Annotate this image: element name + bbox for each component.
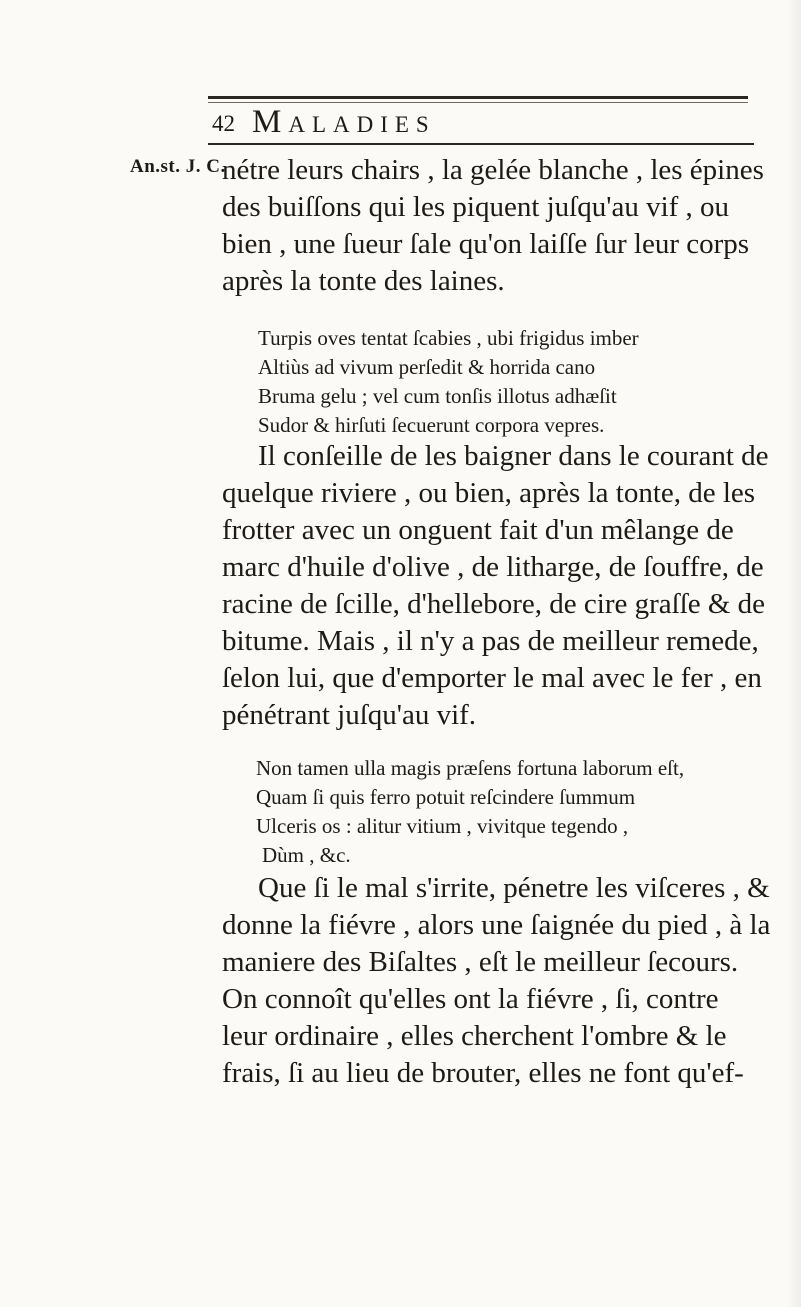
paragraph-1-line: nétre leurs chairs , la gelée blanche , les épines bbox=[222, 154, 764, 186]
paragraph-3 bbox=[222, 870, 771, 1092]
latin-verse-1 bbox=[258, 324, 639, 440]
verse-line: Dùm , &c. bbox=[262, 843, 351, 867]
paragraph-2-line: quelque riviere , ou bien, après la tonte, de les bbox=[222, 477, 756, 509]
paragraph-2-line: racine de ſcille, d'hellebore, de cire graſſe & de bbox=[222, 588, 766, 620]
verse-line: Quam ſi quis ferro potuit reſcindere ſummum bbox=[256, 785, 636, 809]
page-header bbox=[212, 104, 752, 140]
paragraph-2-line: frotter avec un onguent fait d'un mêlange de bbox=[222, 514, 734, 546]
paragraph-2-line: marc d'huile d'olive , de litharge, de ſouffre, de bbox=[222, 551, 764, 583]
page-number: 42 bbox=[212, 111, 235, 136]
paragraph-3-line: donne la fiévre , alors une ſaignée du pied , à la bbox=[222, 909, 771, 941]
paragraph-2-line: pénétrant juſqu'au vif. bbox=[222, 699, 477, 731]
verse-line: Bruma gelu ; vel cum tonſis illotus adhæſit bbox=[258, 384, 617, 408]
paragraph-2-line: Il conſeille de les baigner dans le courant de bbox=[258, 440, 769, 472]
verse-line: Ulceris os : alitur vitium , vivitque tegendo , bbox=[256, 814, 629, 838]
page-edge-shadow bbox=[787, 0, 801, 1307]
paragraph-3-line: maniere des Biſaltes , eſt le meilleur ſecours. bbox=[222, 946, 739, 978]
latin-verse-2 bbox=[256, 754, 684, 870]
paragraph-2 bbox=[222, 438, 768, 734]
paragraph-1-line: après la tonte des laines. bbox=[222, 265, 505, 297]
verse-line: Non tamen ulla magis præſens fortuna laborum eſt, bbox=[256, 756, 685, 780]
paragraph-2-line: ſelon lui, que d'emporter le mal avec le fer , en bbox=[222, 662, 762, 694]
verse-line: Sudor & hirſuti ſecuerunt corpora vepres. bbox=[258, 413, 605, 437]
paragraph-1-line: bien , une ſueur ſale qu'on laiſſe ſur leur corps bbox=[222, 228, 750, 260]
header-top-rule bbox=[208, 96, 748, 99]
paragraph-1-line: des buiſſons qui les piquent juſqu'au vif , ou bbox=[222, 191, 730, 223]
header-top-rule-thin bbox=[208, 102, 748, 103]
paragraph-3-line: leur ordinaire , elles cherchent l'ombre & le bbox=[222, 1020, 727, 1052]
running-head: Maladies bbox=[252, 104, 436, 140]
paragraph-3-line: Que ſi le mal s'irrite, pénetre les viſceres , & bbox=[258, 872, 770, 904]
paragraph-3-line: On connoît qu'elles ont la fiévre , ſi, contre bbox=[222, 983, 719, 1015]
header-rule bbox=[208, 143, 754, 145]
paragraph-1 bbox=[222, 152, 768, 300]
margin-note: An.st. J. C. bbox=[130, 156, 226, 177]
paragraph-2-line: bitume. Mais , il n'y a pas de meilleur remede, bbox=[222, 625, 759, 657]
verse-line: Turpis oves tentat ſcabies , ubi frigidus imber bbox=[258, 326, 639, 350]
verse-line: Altiùs ad vivum perſedit & horrida cano bbox=[258, 355, 596, 379]
paragraph-3-line: frais, ſi au lieu de brouter, elles ne font qu'ef- bbox=[222, 1057, 744, 1089]
